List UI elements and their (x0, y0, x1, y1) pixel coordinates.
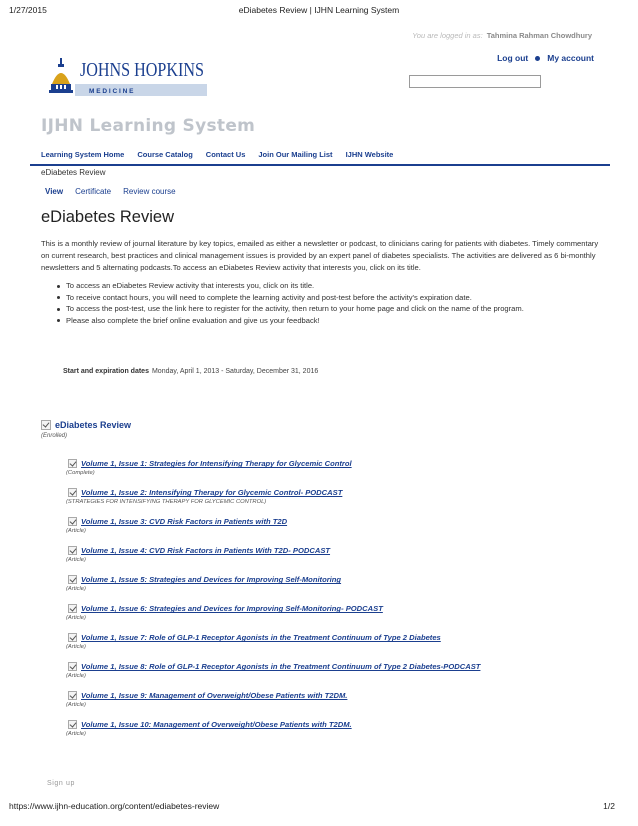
login-prefix: You are logged in as: (412, 31, 483, 40)
breadcrumb: eDiabetes Review (41, 168, 106, 177)
login-user: Tahmina Rahman Chowdhury (486, 31, 592, 40)
item-type: (Article) (66, 702, 86, 709)
tab-certificate[interactable]: Certificate (75, 187, 112, 196)
item-link[interactable]: Volume 1, Issue 5: Strategies and Devices for Improving Self-Monitoring (81, 575, 342, 585)
nav-join-mailing-list[interactable]: Join Our Mailing List (258, 150, 333, 159)
list-item (68, 662, 613, 691)
print-date: 1/27/2015 (9, 5, 47, 15)
johns-hopkins-logo[interactable] (47, 54, 209, 98)
item-type: (Article) (66, 528, 86, 535)
print-url: https://www.ijhn-education.org/content/ediabetes-review (9, 801, 220, 811)
course-items-list (68, 459, 613, 749)
instruction-item: Please also complete the brief online evaluation and give us your feedback! (66, 315, 606, 327)
nav-course-catalog[interactable]: Course Catalog (137, 150, 193, 159)
item-type: (Article) (66, 615, 86, 622)
item-type: (Article) (66, 644, 86, 651)
item-link[interactable]: Volume 1, Issue 9: Management of Overweight/Obese Patients with T2DM. (81, 691, 348, 701)
list-item (68, 691, 613, 720)
checkbox-checked-icon (68, 691, 77, 700)
print-page-title: eDiabetes Review | IJHN Learning System (238, 5, 400, 15)
checkbox-checked-icon (68, 546, 77, 555)
instruction-item: To access an eDiabetes Review activity that interests you, click on its title. (66, 280, 606, 292)
checkbox-checked-icon (68, 459, 77, 468)
intro-paragraph: This is a monthly review of journal literature by key topics, emailed as either a newsletter or podcast, to clinicians caring for patients with diabetes. Timely commentary on current research, best practices and clinical management issues is provided by an expert panel of diabetes specialists. The activities are delivered as 6 bi-monthly newsletters and 5 alternating podcasts.To access an eDiabetes Review activity that interests you, click on its title. (41, 239, 599, 272)
main-nav (41, 150, 406, 159)
list-item (68, 633, 613, 662)
course-dates (63, 368, 318, 375)
list-item (68, 517, 613, 546)
item-link[interactable]: Volume 1, Issue 1: Strategies for Intensifying Therapy for Glycemic Control (81, 459, 352, 469)
list-item (68, 459, 613, 488)
checkbox-checked-icon (68, 633, 77, 642)
johns-hopkins-dome-icon (47, 54, 209, 98)
item-link[interactable]: Volume 1, Issue 3: CVD Risk Factors in Patients with T2D (81, 517, 288, 527)
instruction-item: To receive contact hours, you will need to complete the learning activity and post-test before the activity's expiration date. (66, 292, 606, 304)
nav-contact-us[interactable]: Contact Us (205, 150, 246, 159)
checkbox-checked-icon (68, 662, 77, 671)
course-tabs (45, 187, 188, 196)
item-link[interactable]: Volume 1, Issue 8: Role of GLP-1 Receptor Agonists in the Treatment Continuum of Type 2 Diabetes-PODCAST (81, 662, 481, 672)
course-title[interactable]: eDiabetes Review (55, 420, 132, 430)
item-type: (Article) (66, 731, 86, 738)
item-link[interactable]: Volume 1, Issue 7: Role of GLP-1 Receptor Agonists in the Treatment Continuum of Type 2 Diabetes (81, 633, 441, 643)
item-link[interactable]: Volume 1, Issue 4: CVD Risk Factors in Patients With T2D- PODCAST (81, 546, 331, 556)
item-link[interactable]: Volume 1, Issue 6: Strategies and Devices for Improving Self-Monitoring- PODCAST (81, 604, 383, 614)
logo-name: JOHNS HOPKINS (80, 59, 204, 81)
checkbox-checked-icon (68, 604, 77, 613)
dates-value: Monday, April 1, 2013 - Saturday, December 31, 2016 (151, 368, 319, 375)
checkbox-checked-icon (68, 517, 77, 526)
list-item (68, 488, 613, 517)
item-type: (Article) (66, 673, 86, 680)
print-page-number: 1/2 (603, 801, 615, 811)
my-account-link[interactable]: My account (547, 53, 594, 63)
nav-learning-system-home[interactable]: Learning System Home (41, 150, 125, 159)
search-input[interactable] (409, 75, 541, 88)
dates-label: Start and expiration dates (63, 368, 149, 375)
item-type: (Complete) (66, 470, 95, 477)
list-item (68, 546, 613, 575)
item-type: (Article) (66, 557, 86, 564)
print-header (0, 5, 638, 17)
site-name[interactable]: IJHN Learning System (41, 116, 256, 136)
checkbox-checked-icon (68, 720, 77, 729)
instruction-item: To access the post-test, use the link here to register for the activity, then return to your home page and click on the name of the program. (66, 303, 606, 315)
print-footer (0, 801, 638, 813)
item-link[interactable]: Volume 1, Issue 10: Management of Overweight/Obese Patients with T2DM. (81, 720, 352, 730)
account-links (497, 53, 594, 63)
instructions-list (66, 280, 606, 326)
signup-link[interactable]: Sign up (47, 780, 75, 787)
checkbox-checked-icon (68, 488, 77, 497)
page-title: eDiabetes Review (41, 208, 174, 226)
checkbox-checked-icon (68, 575, 77, 584)
item-type: (STRATEGIES FOR INTENSIFYING THERAPY FOR GLYCEMIC CONTROL) (66, 499, 267, 506)
item-link[interactable]: Volume 1, Issue 2: Intensifying Therapy for Glycemic Control- PODCAST (81, 488, 343, 498)
checkbox-checked-icon (41, 420, 51, 430)
nav-ijhn-website[interactable]: IJHN Website (345, 150, 394, 159)
course-status: (Enrolled) (41, 433, 68, 439)
logo-sub: M E D I C I N E (89, 88, 134, 95)
login-status (412, 31, 592, 40)
bullet-separator (535, 56, 540, 61)
tab-review-course[interactable]: Review course (123, 187, 176, 196)
item-type: (Article) (66, 586, 86, 593)
course-header (41, 420, 131, 439)
nav-divider (30, 164, 610, 166)
list-item (68, 575, 613, 604)
list-item (68, 720, 613, 749)
tab-view[interactable]: View (45, 187, 64, 196)
logout-link[interactable]: Log out (497, 53, 529, 63)
list-item (68, 604, 613, 633)
